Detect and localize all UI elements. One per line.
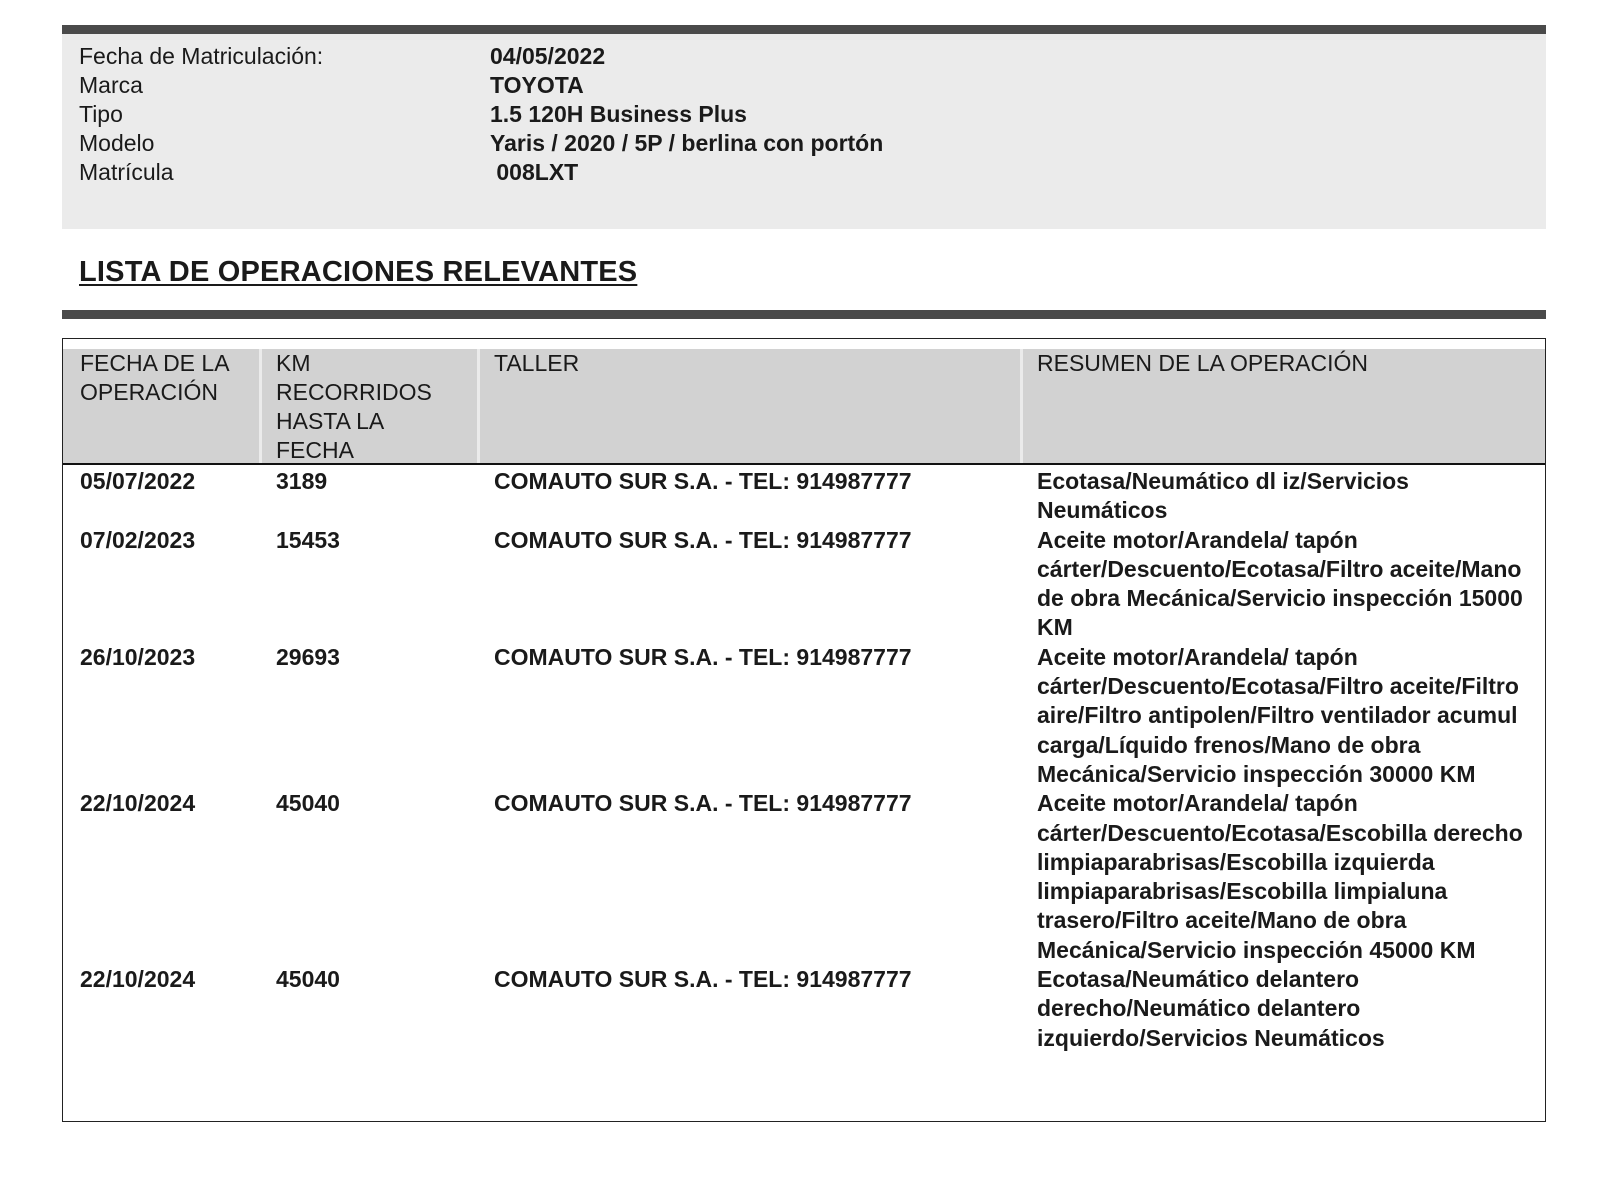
plate-value: 008LXT	[490, 159, 579, 185]
registration-date-row	[62, 42, 1546, 71]
operations-table	[62, 338, 1546, 1122]
brand-label: Marca	[79, 72, 143, 98]
top-divider	[62, 25, 1546, 34]
operations-table-body	[63, 467, 1545, 1053]
plate-row	[62, 158, 1546, 187]
registration-date-value: 04/05/2022	[490, 43, 606, 69]
operation-km: 15453	[276, 526, 340, 553]
header-separator	[259, 349, 262, 463]
registration-date-label: Fecha de Matriculación:	[79, 43, 324, 69]
table-row	[63, 789, 1545, 965]
type-label: Tipo	[79, 101, 123, 127]
header-separator	[477, 349, 480, 463]
operation-shop: COMAUTO SUR S.A. - TEL: 914987777	[494, 966, 912, 993]
header-shop: TALLER	[494, 350, 580, 376]
operation-date: 22/10/2024	[80, 966, 196, 993]
operation-shop: COMAUTO SUR S.A. - TEL: 914987777	[494, 643, 912, 670]
brand-row	[62, 71, 1546, 100]
header-separator	[1020, 349, 1023, 463]
operation-summary: Aceite motor/Arandela/ tapón cárter/Descuento/Ecotasa/Filtro aceite/Filtro aire/Filtro antipolen/Filtro ventilador acumul carga/Líquido frenos/Mano de obra Mecánica/Servicio inspección 30000 KM	[1037, 643, 1519, 787]
operations-table-header	[63, 349, 1545, 465]
type-row	[62, 100, 1546, 129]
operation-summary: Aceite motor/Arandela/ tapón cárter/Descuento/Ecotasa/Escobilla derecho limpiaparabrisas/Escobilla izquierda limpiaparabrisas/Escobilla limpialuna trasero/Filtro aceite/Mano de obra Mecánica/Servicio inspección 45000 KM	[1037, 790, 1523, 963]
operation-date: 07/02/2023	[80, 526, 196, 553]
model-value: Yaris / 2020 / 5P / berlina con portón	[490, 130, 884, 156]
header-km: KM RECORRIDOS HASTA LA FECHA	[276, 350, 432, 463]
operation-date: 26/10/2023	[80, 643, 196, 670]
model-row	[62, 129, 1546, 158]
table-row	[63, 467, 1545, 526]
operation-summary: Aceite motor/Arandela/ tapón cárter/Descuento/Ecotasa/Filtro aceite/Mano de obra Mecánica/Servicio inspección 15000 KM	[1037, 526, 1523, 641]
section-divider	[62, 310, 1546, 319]
operation-shop: COMAUTO SUR S.A. - TEL: 914987777	[494, 790, 912, 817]
type-value: 1.5 120H Business Plus	[490, 101, 747, 127]
operation-shop: COMAUTO SUR S.A. - TEL: 914987777	[494, 526, 912, 553]
section-title: LISTA DE OPERACIONES RELEVANTES	[79, 256, 638, 288]
vehicle-info-panel	[62, 34, 1546, 229]
model-label: Modelo	[79, 130, 155, 156]
table-row	[63, 526, 1545, 643]
operation-summary: Ecotasa/Neumático dl iz/Servicios Neumáticos	[1037, 468, 1409, 524]
table-row	[63, 643, 1545, 789]
operation-km: 3189	[276, 468, 328, 494]
header-summary: RESUMEN DE LA OPERACIÓN	[1037, 350, 1369, 376]
plate-label: Matrícula	[79, 159, 174, 185]
operation-date: 22/10/2024	[80, 790, 196, 817]
operation-shop: COMAUTO SUR S.A. - TEL: 914987777	[494, 468, 912, 494]
operation-km: 45040	[276, 790, 340, 817]
operation-km: 45040	[276, 966, 340, 993]
brand-value: TOYOTA	[490, 72, 584, 98]
operation-summary: Ecotasa/Neumático delantero derecho/Neumático delantero izquierdo/Servicios Neumáticos	[1037, 966, 1385, 1051]
operation-km: 29693	[276, 643, 340, 670]
header-date: FECHA DE LA OPERACIÓN	[80, 350, 229, 405]
table-row	[63, 965, 1545, 1053]
operation-date: 05/07/2022	[80, 468, 196, 494]
